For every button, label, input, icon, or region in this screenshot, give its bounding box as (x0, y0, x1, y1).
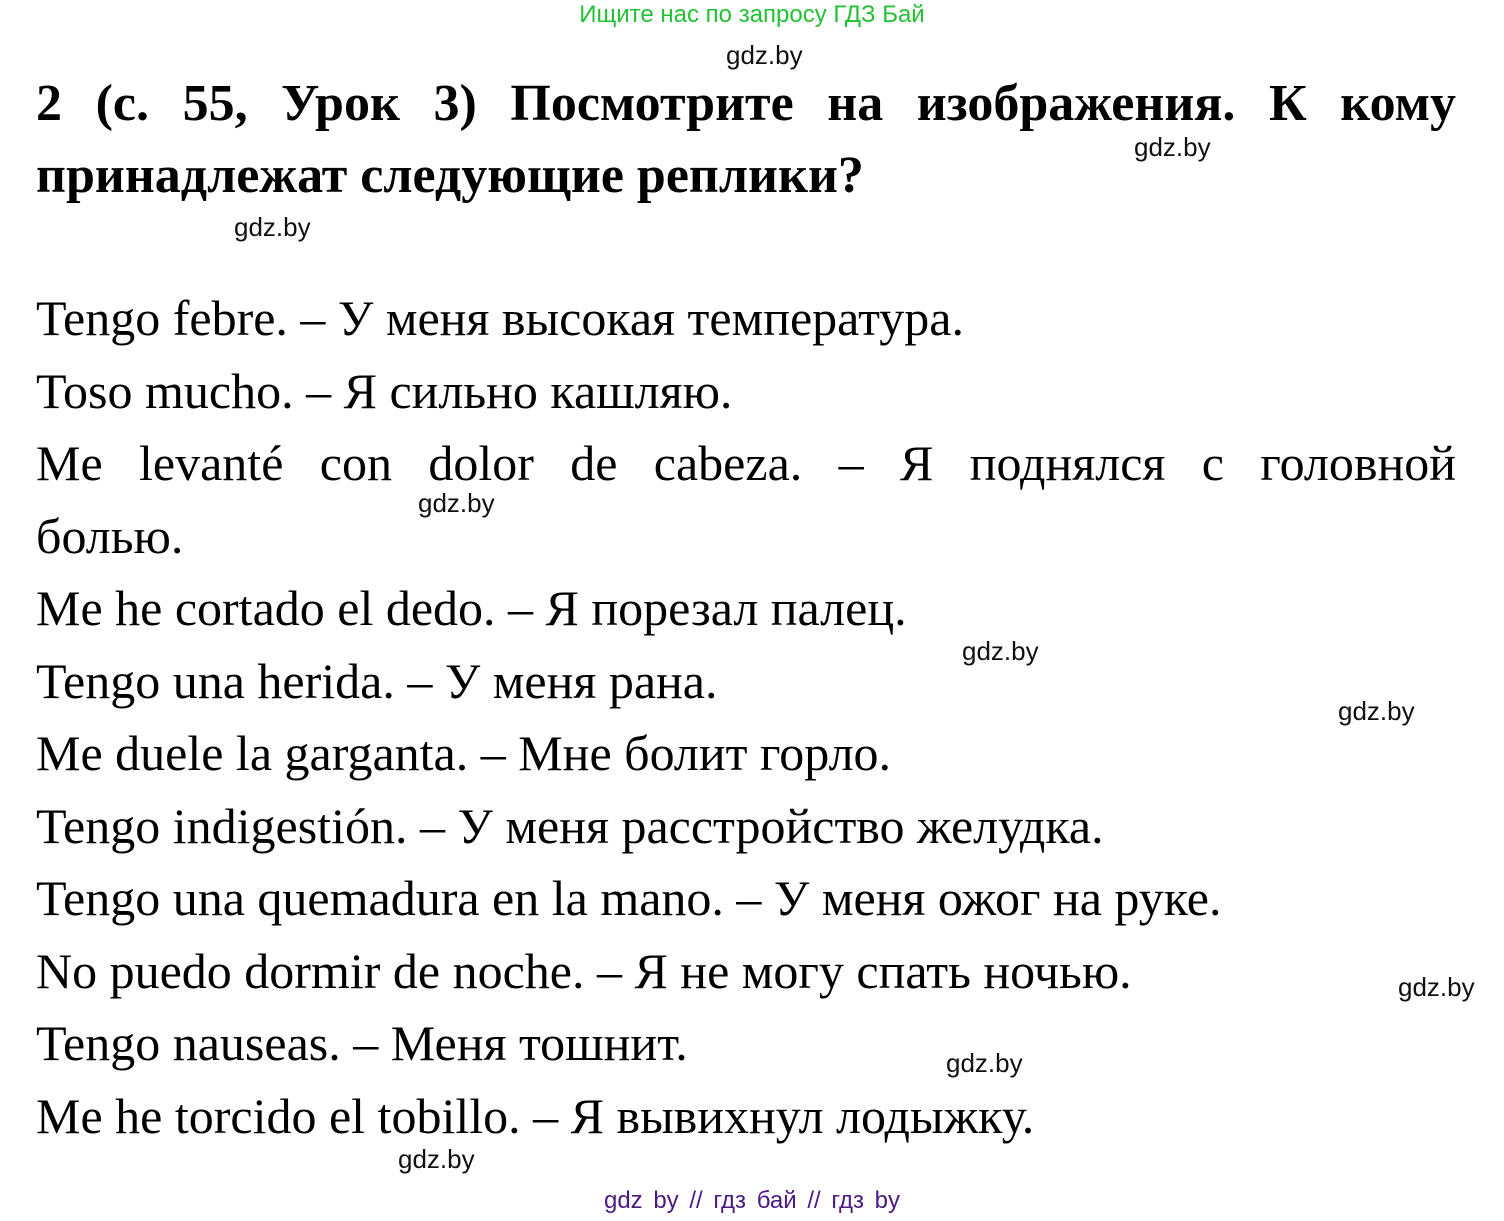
title-line-2: принадлежат следующие реплики? (36, 147, 864, 204)
answer-list (36, 282, 1456, 1152)
answer-line: Me he torcido el tobillo. – Я вывихнул лодыжку. (36, 1087, 1035, 1144)
watermark: gdz.by (418, 488, 495, 518)
search-banner: Ищите нас по запросу ГДЗ Бай (579, 1, 925, 28)
answer-line: Me he cortado el dedo. – Я порезал палец. (36, 580, 907, 636)
answer-line: Tengo una quemadura en la mano. – У меня ожог на руке. (36, 870, 1222, 926)
answer-line: Me duele la garganta. – Мне болит горло. (36, 725, 892, 781)
answer-line: Tengo indigestión. – У меня расстройство желудка. (36, 797, 1104, 854)
watermark: gdz.by (1338, 696, 1415, 726)
footer-watermark: gdz by // гдз бай // гдз by (603, 1187, 901, 1214)
answer-line: Toso mucho. – Я сильно кашляю. (36, 362, 733, 419)
answer-line: Tengo febre. – У меня высокая температура. (36, 290, 964, 346)
answer-line: Tengo nauseas. – Меня тошнит. (36, 1015, 688, 1071)
answer-line: Tengo una herida. – У меня рана. (36, 652, 718, 709)
watermark: gdz.by (398, 1144, 475, 1174)
exercise-title (36, 68, 1456, 212)
answer-line: No puedo dormir de noche. – Я не могу спать ночью. (36, 942, 1132, 999)
watermark: gdz.by (1398, 972, 1475, 1002)
watermark: gdz.by (234, 212, 311, 242)
watermark: gdz.by (946, 1048, 1023, 1078)
answer-line: Me levanté con dolor de cabeza. – Я поднялся с головной (36, 435, 1456, 491)
watermark: gdz.by (962, 636, 1039, 666)
title-line-1: 2 (с. 55, Урок 3) Посмотрите на изображения. К кому (36, 75, 1456, 132)
answer-line-continuation: болью. (36, 507, 184, 564)
watermark: gdz.by (1134, 132, 1211, 162)
watermark: gdz.by (726, 40, 803, 70)
